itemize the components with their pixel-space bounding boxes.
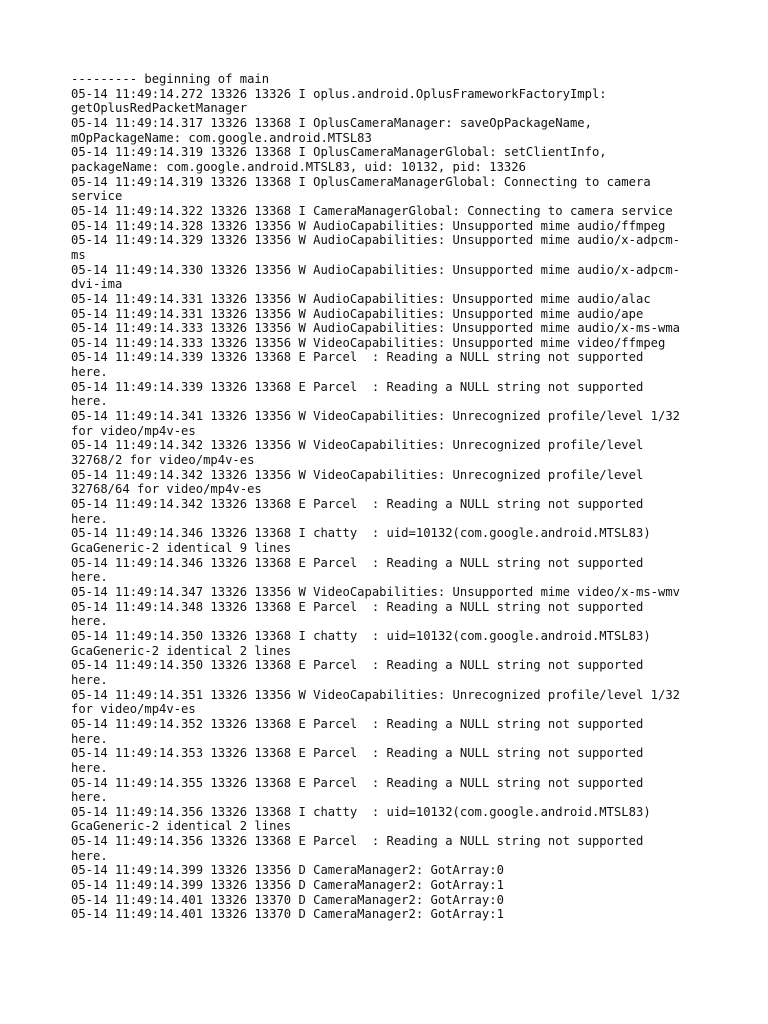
log-line: 05-14 11:49:14.328 13326 13356 W AudioCapabilities: Unsupported mime audio/ffmpeg bbox=[71, 218, 666, 233]
log-line: 05-14 11:49:14.401 13326 13370 D CameraManager2: GotArray:1 bbox=[71, 907, 504, 922]
log-line: 05-14 11:49:14.322 13326 13368 I CameraManagerGlobal: Connecting to camera service bbox=[71, 203, 673, 218]
log-line: GcaGeneric-2 identical 2 lines bbox=[71, 819, 292, 834]
log-line: 05-14 11:49:14.351 13326 13356 W VideoCapabilities: Unrecognized profile/level 1/32 bbox=[71, 687, 681, 702]
log-line: for video/mp4v-es bbox=[71, 702, 196, 717]
log-line: 05-14 11:49:14.272 13326 13326 I oplus.android.OplusFrameworkFactoryImpl: bbox=[71, 86, 607, 101]
log-line: 05-14 11:49:14.342 13326 13368 E Parcel : Reading a NULL string not supported bbox=[71, 497, 644, 512]
log-line: 05-14 11:49:14.333 13326 13356 W AudioCapabilities: Unsupported mime audio/x-ms-wma bbox=[71, 321, 681, 336]
log-line: 05-14 11:49:14.356 13326 13368 I chatty : uid=10132(com.google.android.MTSL83) bbox=[71, 804, 651, 819]
log-line: --------- beginning of main bbox=[71, 72, 270, 86]
log-line: 05-14 11:49:14.350 13326 13368 I chatty : uid=10132(com.google.android.MTSL83) bbox=[71, 628, 651, 643]
log-line: GcaGeneric-2 identical 2 lines bbox=[71, 643, 292, 658]
log-line: 05-14 11:49:14.317 13326 13368 I OplusCameraManager: saveOpPackageName, bbox=[71, 115, 592, 130]
log-line: 05-14 11:49:14.348 13326 13368 E Parcel : Reading a NULL string not supported bbox=[71, 599, 644, 614]
log-line: dvi-ima bbox=[71, 277, 123, 292]
log-line: 32768/2 for video/mp4v-es bbox=[71, 453, 255, 468]
log-line: ms bbox=[71, 247, 86, 262]
log-line: 05-14 11:49:14.329 13326 13356 W AudioCapabilities: Unsupported mime audio/x-adpcm- bbox=[71, 233, 681, 248]
log-line: 05-14 11:49:14.331 13326 13356 W AudioCapabilities: Unsupported mime audio/alac bbox=[71, 291, 651, 306]
log-line: here. bbox=[71, 760, 108, 775]
log-line: here. bbox=[71, 365, 108, 380]
log-line: 05-14 11:49:14.342 13326 13356 W VideoCapabilities: Unrecognized profile/level bbox=[71, 438, 644, 453]
log-line: here. bbox=[71, 848, 108, 863]
log-line: here. bbox=[71, 394, 108, 409]
log-line: 05-14 11:49:14.333 13326 13356 W VideoCapabilities: Unsupported mime video/ffmpeg bbox=[71, 335, 666, 350]
log-line: 32768/64 for video/mp4v-es bbox=[71, 482, 262, 497]
log-line: 05-14 11:49:14.339 13326 13368 E Parcel : Reading a NULL string not supported bbox=[71, 379, 644, 394]
log-line: for video/mp4v-es bbox=[71, 423, 196, 438]
log-line: 05-14 11:49:14.346 13326 13368 I chatty : uid=10132(com.google.android.MTSL83) bbox=[71, 526, 651, 541]
log-line: GcaGeneric-2 identical 9 lines bbox=[71, 541, 292, 555]
log-line: 05-14 11:49:14.356 13326 13368 E Parcel : Reading a NULL string not supported bbox=[71, 834, 644, 849]
log-line: 05-14 11:49:14.341 13326 13356 W VideoCapabilities: Unrecognized profile/level 1/32 bbox=[71, 409, 681, 424]
log-line: 05-14 11:49:14.350 13326 13368 E Parcel : Reading a NULL string not supported bbox=[71, 658, 644, 673]
log-line: service bbox=[71, 189, 123, 204]
log-line: 05-14 11:49:14.342 13326 13356 W VideoCapabilities: Unrecognized profile/level bbox=[71, 467, 644, 482]
log-line: 05-14 11:49:14.355 13326 13368 E Parcel : Reading a NULL string not supported bbox=[71, 775, 644, 790]
log-line: here. bbox=[71, 511, 108, 526]
log-line: 05-14 11:49:14.319 13326 13368 I OplusCameraManagerGlobal: Connecting to camera bbox=[71, 174, 651, 189]
log-line: 05-14 11:49:14.330 13326 13356 W AudioCapabilities: Unsupported mime audio/x-adpcm- bbox=[71, 262, 681, 277]
log-line: here. bbox=[71, 790, 108, 805]
log-line: 05-14 11:49:14.319 13326 13368 I OplusCameraManagerGlobal: setClientInfo, bbox=[71, 145, 607, 160]
log-line: mOpPackageName: com.google.android.MTSL83 bbox=[71, 130, 372, 145]
log-line: here. bbox=[71, 614, 108, 629]
log-line: here. bbox=[71, 570, 108, 585]
log-line: 05-14 11:49:14.399 13326 13356 D CameraManager2: GotArray:1 bbox=[71, 878, 504, 893]
log-line: 05-14 11:49:14.347 13326 13356 W VideoCapabilities: Unsupported mime video/x-ms-wmv bbox=[71, 584, 681, 599]
log-line: 05-14 11:49:14.339 13326 13368 E Parcel : Reading a NULL string not supported bbox=[71, 350, 644, 365]
log-text-block bbox=[71, 72, 711, 922]
log-line: 05-14 11:49:14.401 13326 13370 D CameraManager2: GotArray:0 bbox=[71, 892, 504, 907]
log-line: here. bbox=[71, 731, 108, 746]
log-line: 05-14 11:49:14.353 13326 13368 E Parcel : Reading a NULL string not supported bbox=[71, 746, 644, 761]
log-line: getOplusRedPacketManager bbox=[71, 101, 248, 116]
log-line: 05-14 11:49:14.346 13326 13368 E Parcel : Reading a NULL string not supported bbox=[71, 555, 644, 570]
log-line: 05-14 11:49:14.399 13326 13356 D CameraManager2: GotArray:0 bbox=[71, 863, 504, 878]
log-line: here. bbox=[71, 672, 108, 687]
log-line: 05-14 11:49:14.352 13326 13368 E Parcel : Reading a NULL string not supported bbox=[71, 716, 644, 731]
log-line: 05-14 11:49:14.331 13326 13356 W AudioCapabilities: Unsupported mime audio/ape bbox=[71, 306, 644, 321]
log-line: packageName: com.google.android.MTSL83, uid: 10132, pid: 13326 bbox=[71, 159, 526, 174]
